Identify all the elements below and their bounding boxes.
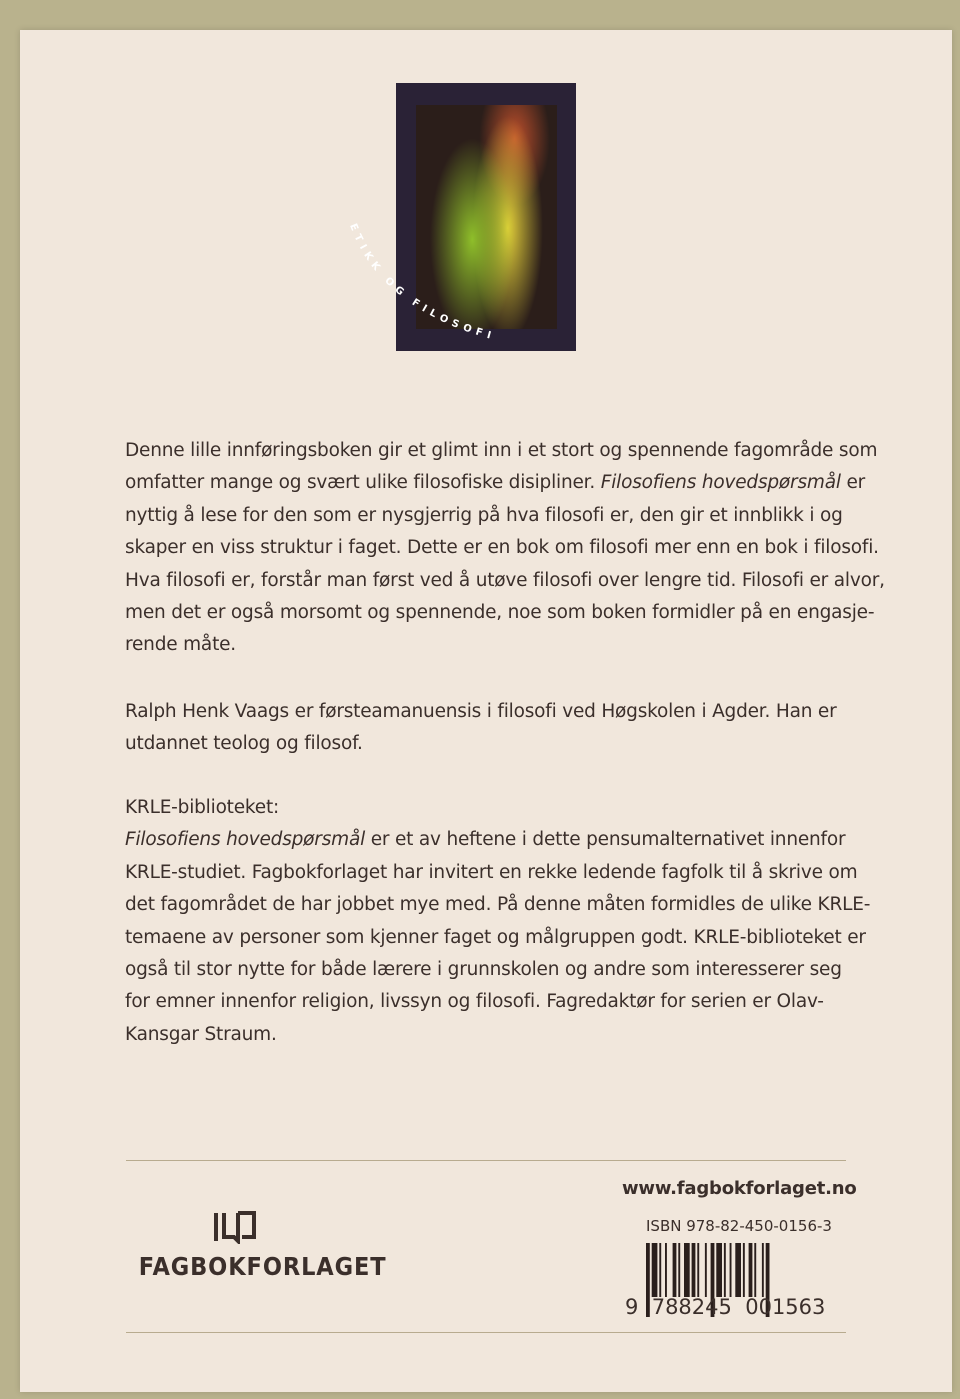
text-segment: Denne lille innføringsboken gir et glimt inn i et stort og spennende fagområde som bbox=[125, 440, 878, 461]
aurora-photo bbox=[416, 105, 557, 329]
description-paragraph bbox=[125, 435, 885, 662]
text-line bbox=[125, 954, 865, 986]
barcode-bar bbox=[730, 1243, 732, 1297]
text-segment: også til stor nytte for både lærere i grunnskolen og andre som interesserer seg bbox=[125, 959, 842, 981]
text-segment: er bbox=[840, 472, 866, 494]
barcode-bar bbox=[754, 1243, 756, 1297]
book-logo-icon bbox=[212, 1210, 258, 1244]
text-line bbox=[125, 889, 871, 921]
text-segment: Ralph Henk Vaags er førsteamanuensis i filosofi ved Høgskolen i Agder. Han er bbox=[125, 701, 837, 722]
barcode-bar bbox=[684, 1243, 690, 1297]
text-line bbox=[125, 532, 879, 564]
text-line bbox=[125, 435, 878, 467]
text-segment: det fagområdet de har jobbet mye med. På denne måten formidles de ulike KRLE- bbox=[125, 894, 871, 916]
text-line bbox=[125, 467, 865, 499]
text-segment: er et av heftene i dette pensumalternativet innenfor bbox=[365, 829, 846, 851]
text-segment: utdannet teolog og filosof. bbox=[125, 733, 363, 755]
text-line bbox=[125, 597, 875, 629]
publisher-logo bbox=[125, 1210, 387, 1281]
text-line bbox=[125, 986, 865, 1018]
author-paragraph bbox=[125, 696, 865, 761]
barcode-bar bbox=[743, 1243, 745, 1297]
text-segment: skaper en viss struktur i faget. Dette er en bok om filosofi mer enn en bok i filosofi. bbox=[125, 537, 879, 559]
text-segment: rende måte. bbox=[125, 634, 236, 656]
barcode-bar bbox=[762, 1243, 764, 1297]
series-paragraph bbox=[125, 792, 871, 1051]
text-line bbox=[125, 728, 865, 760]
publisher-url: www.fagbokforlaget.no bbox=[622, 1178, 857, 1199]
barcode-bar bbox=[705, 1243, 707, 1297]
book-back-cover bbox=[20, 30, 952, 1392]
text-line bbox=[125, 629, 865, 661]
text-segment: nyttig å lese for den som er nysgjerrig på hva filosofi er, den gir et innblikk i og bbox=[125, 504, 843, 526]
barcode-bar bbox=[652, 1243, 658, 1297]
barcode-digits: 9 788245 001563 bbox=[625, 1295, 826, 1319]
barcode-bar bbox=[697, 1243, 699, 1297]
text-line bbox=[125, 922, 865, 954]
isbn-label: ISBN 978-82-450-0156-3 bbox=[646, 1217, 832, 1235]
text-segment: Kansgar Straum. bbox=[125, 1023, 277, 1045]
barcode-bar bbox=[692, 1243, 696, 1297]
text-segment: KRLE-studiet. Fagbokforlaget har invitert en rekke ledende fagfolk til å skrive om bbox=[125, 861, 858, 883]
series-label: ETIKK OG FILOSOFI bbox=[347, 222, 497, 343]
text-segment: for emner innenfor religion, livssyn og filosofi. Fagredaktør for serien er Olav- bbox=[125, 991, 824, 1013]
text-segment: men det er også morsomt og spennende, noe som boken formidler på en engasje- bbox=[125, 602, 875, 624]
text-segment: omfatter mange og svært ulike filosofiske disipliner. bbox=[125, 472, 601, 494]
publisher-name: FAGBOKFORLAGET bbox=[138, 1252, 387, 1281]
barcode-bar bbox=[735, 1243, 741, 1297]
text-segment: Hva filosofi er, forstår man først ved å utøve filosofi over lengre tid. Filosofi er alvor, bbox=[125, 569, 885, 591]
aurora-cover-image bbox=[396, 83, 576, 351]
book-title-italic: Filosofiens hovedspørsmål bbox=[125, 829, 366, 851]
text-segment: KRLE-biblioteket: bbox=[125, 797, 280, 818]
book-title-italic: Filosofiens hovedspørsmål bbox=[600, 472, 841, 494]
barcode-bar bbox=[665, 1243, 667, 1297]
barcode-bar bbox=[716, 1243, 722, 1297]
text-line bbox=[125, 857, 865, 889]
text-line bbox=[125, 824, 865, 856]
barcode-bar bbox=[659, 1243, 661, 1297]
text-segment: temaene av personer som kjenner faget og målgruppen godt. KRLE-biblioteket er bbox=[125, 926, 866, 948]
text-line bbox=[125, 1019, 865, 1051]
text-line bbox=[125, 565, 885, 597]
divider-bottom bbox=[126, 1332, 846, 1333]
divider-top bbox=[126, 1160, 846, 1161]
barcode-bar bbox=[678, 1243, 680, 1297]
barcode-bar bbox=[749, 1243, 753, 1297]
text-line bbox=[125, 792, 865, 824]
text-line bbox=[125, 500, 865, 532]
barcode-bar bbox=[673, 1243, 677, 1297]
text-line bbox=[125, 696, 865, 728]
barcode-bar bbox=[724, 1243, 726, 1297]
